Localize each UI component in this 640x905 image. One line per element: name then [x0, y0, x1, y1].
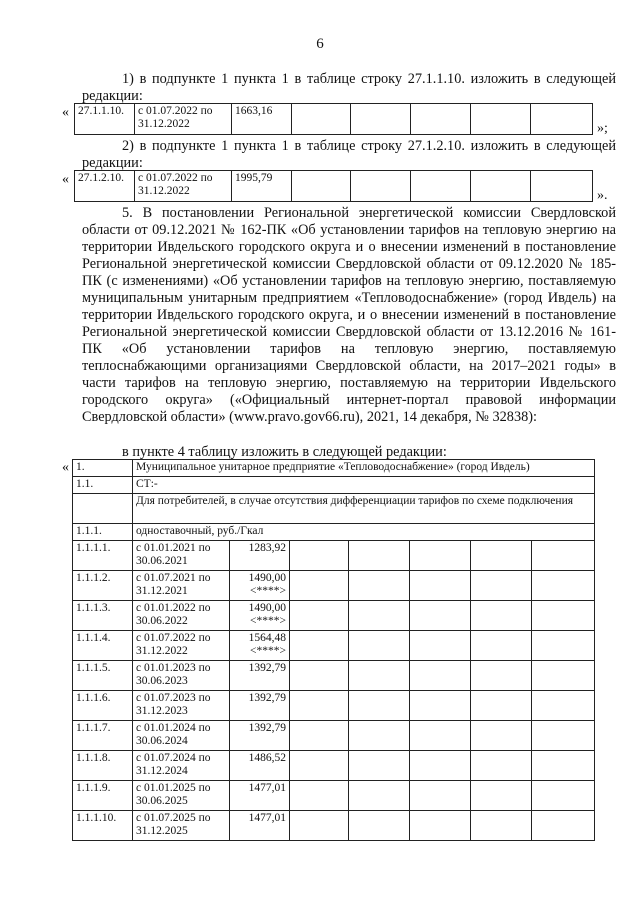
- row-number-text: 1.1.1.4.: [76, 632, 111, 644]
- row-value: [230, 541, 290, 571]
- empty-cell: [532, 601, 595, 631]
- row-period-text: с 01.07.2023 по 31.12.2023: [136, 692, 211, 717]
- row-number: [73, 571, 133, 601]
- empty-cell: [532, 541, 595, 571]
- empty-cell: [73, 494, 133, 524]
- empty-cell: [532, 721, 595, 751]
- empty-cell: [410, 721, 471, 751]
- empty-cell: [410, 661, 471, 691]
- empty-cell: [290, 601, 349, 631]
- table-row: [73, 494, 595, 524]
- row-value-text: 1392,79: [248, 722, 286, 734]
- item2-close-quote: ».: [597, 188, 608, 203]
- empty-cell: [410, 691, 471, 721]
- table-row: [73, 721, 595, 751]
- row-value-text: 1490,00: [248, 602, 286, 614]
- empty-cell: [349, 661, 410, 691]
- empty-cell: [471, 541, 532, 571]
- empty-cell: [471, 171, 531, 202]
- empty-cell: [290, 811, 349, 841]
- row-number: 27.1.2.10.: [75, 171, 135, 202]
- row-number-text: 1.1.1.6.: [76, 692, 111, 704]
- row-number-text: 1.1.1.3.: [76, 602, 111, 614]
- row-period: [133, 571, 230, 601]
- table-row: [73, 477, 595, 494]
- row-value: [230, 811, 290, 841]
- empty-cell: [290, 751, 349, 781]
- row-value: [230, 631, 290, 661]
- empty-cell: [410, 631, 471, 661]
- empty-cell: [290, 541, 349, 571]
- row-value: [230, 691, 290, 721]
- consumer-category: Для потребителей, в случае отсутствия дифференциации тарифов по схеме подключения: [133, 494, 595, 524]
- empty-cell: [410, 751, 471, 781]
- item2-open-quote: «: [62, 172, 69, 187]
- row-period: с 01.07.2022 по 31.12.2022: [135, 171, 232, 202]
- section5-subtext: в пункте 4 таблицу изложить в следующей редакции:: [122, 444, 447, 460]
- table-row: [75, 104, 593, 135]
- empty-cell: [471, 104, 531, 135]
- table-row: [73, 691, 595, 721]
- table-row: [73, 631, 595, 661]
- item2-table: [74, 170, 593, 202]
- empty-cell: [349, 601, 410, 631]
- empty-cell: [349, 631, 410, 661]
- row-period-text: с 01.07.2024 по 31.12.2024: [136, 752, 211, 777]
- row-period-text: с 01.01.2023 по 30.06.2023: [136, 662, 211, 687]
- row-number: [73, 751, 133, 781]
- empty-cell: [471, 781, 532, 811]
- empty-cell: [411, 104, 471, 135]
- section5-text: 5. В постановлении Региональной энергетической комиссии Свердловской области от 09.12.2021 № 162-ПК «Об установлении тарифов на тепловую энергию на территории Ивдельского городского округа и о внесении изменений в постановление Региональной энергетической комиссии Свердловской области от 09.12.2020 № 185-ПК (с изменениями) «Об установлении тарифов на тепловую энергию, поставляемую муниципальным унитарным предприятием «Тепловодоснабжение» (город Ивдель) на территории Ивдельского городского округа, и о внесении изменений в постановление Региональной энергетической комиссии Свердловской области от 13.12.2016 № 161-ПК «Об установлении тарифов на тепловую энергию, поставляемую теплоснабжающими организациями Свердловской области, на 2017–2021 годы» в части тарифов на тепловую энергию, поставляемую на территории Ивдельского городского округа» («Официальный интернет-портал правовой информации Свердловской области» (www.pravo.gov66.ru), 2021, 14 декабря, № 32838):: [82, 205, 616, 425]
- row-number-text: 1.1.1.5.: [76, 662, 111, 674]
- empty-cell: [532, 781, 595, 811]
- row-period: [133, 721, 230, 751]
- row-value: 1663,16: [232, 104, 292, 135]
- main-table: [72, 459, 595, 841]
- row-period: [133, 751, 230, 781]
- empty-cell: [290, 661, 349, 691]
- empty-cell: [471, 721, 532, 751]
- row-note: <****>: [250, 615, 286, 627]
- table-row: [73, 661, 595, 691]
- empty-cell: [410, 571, 471, 601]
- empty-cell: [410, 601, 471, 631]
- row-period: [133, 781, 230, 811]
- row-value-text: 1392,79: [248, 662, 286, 674]
- row-period-text: с 01.07.2022 по 31.12.2022: [136, 632, 211, 657]
- main-table-open-quote: «: [62, 460, 69, 475]
- table-row: [73, 751, 595, 781]
- row-period: [133, 691, 230, 721]
- row-period: [133, 661, 230, 691]
- row-number-text: 1.1.1.9.: [76, 782, 111, 794]
- row-number: [73, 661, 133, 691]
- empty-cell: [349, 751, 410, 781]
- empty-cell: [290, 781, 349, 811]
- table-row: [73, 601, 595, 631]
- row-value-text: 1477,01: [248, 812, 286, 824]
- empty-cell: [471, 571, 532, 601]
- row-period: [133, 811, 230, 841]
- row-value-text: 1392,79: [248, 692, 286, 704]
- empty-cell: [351, 104, 411, 135]
- empty-cell: [471, 811, 532, 841]
- empty-cell: [532, 571, 595, 601]
- row-value-text: 1486,52: [248, 752, 286, 764]
- item1-open-quote: «: [62, 105, 69, 120]
- row-number: [73, 811, 133, 841]
- row-number-text: 1.1.1.8.: [76, 752, 111, 764]
- row-number-text: 1.1.1.10.: [76, 812, 117, 824]
- empty-cell: [531, 171, 593, 202]
- row-value-text: 1283,92: [248, 542, 286, 554]
- row-number: [73, 721, 133, 751]
- empty-cell: [290, 571, 349, 601]
- row-value: [230, 781, 290, 811]
- empty-cell: [349, 541, 410, 571]
- empty-cell: [292, 171, 351, 202]
- row-number: [73, 601, 133, 631]
- row-period: [133, 541, 230, 571]
- row-value: [230, 661, 290, 691]
- table-row: [73, 524, 595, 541]
- row-value-text: 1477,01: [248, 782, 286, 794]
- row-period-text: с 01.01.2021 по 30.06.2021: [136, 542, 211, 567]
- row-note: <****>: [250, 645, 286, 657]
- tariff-type: одноставочный, руб./Гкал: [133, 524, 595, 541]
- empty-cell: [349, 811, 410, 841]
- empty-cell: [532, 631, 595, 661]
- table-row: [73, 541, 595, 571]
- empty-cell: [471, 661, 532, 691]
- table-row: [73, 571, 595, 601]
- empty-cell: [410, 811, 471, 841]
- table-row: [73, 460, 595, 477]
- row-value: [230, 751, 290, 781]
- empty-cell: [290, 631, 349, 661]
- row-period-text: с 01.01.2022 по 30.06.2022: [136, 602, 211, 627]
- table-row: [75, 171, 593, 202]
- row-period: [133, 601, 230, 631]
- item2-text: 2) в подпункте 1 пункта 1 в таблице строку 27.1.2.10. изложить в следующей редакции:: [82, 138, 616, 171]
- row-number: [73, 781, 133, 811]
- row-number: 1.1.: [73, 477, 133, 494]
- empty-cell: [471, 751, 532, 781]
- empty-cell: [411, 171, 471, 202]
- empty-cell: [410, 781, 471, 811]
- empty-cell: [531, 104, 593, 135]
- row-number: [73, 691, 133, 721]
- row-period-text: с 01.07.2025 по 31.12.2025: [136, 812, 211, 837]
- empty-cell: [290, 691, 349, 721]
- empty-cell: [292, 104, 351, 135]
- item1-table: [74, 103, 593, 135]
- row-number-text: 1.1.1.2.: [76, 572, 111, 584]
- empty-cell: [290, 721, 349, 751]
- row-number: 1.: [73, 460, 133, 477]
- row-value-text: 1564,48: [248, 632, 286, 644]
- row-period-text: с 01.01.2025 по 30.06.2025: [136, 782, 211, 807]
- empty-cell: [532, 811, 595, 841]
- empty-cell: [532, 691, 595, 721]
- row-period-text: с 01.07.2021 по 31.12.2021: [136, 572, 211, 597]
- row-value-text: 1490,00: [248, 572, 286, 584]
- empty-cell: [351, 171, 411, 202]
- system-label: СТ:-: [133, 477, 595, 494]
- empty-cell: [471, 631, 532, 661]
- empty-cell: [349, 721, 410, 751]
- row-number: 27.1.1.10.: [75, 104, 135, 135]
- table-row: [73, 811, 595, 841]
- row-period-text: с 01.01.2024 по 30.06.2024: [136, 722, 211, 747]
- table-row: [73, 781, 595, 811]
- item1-text: 1) в подпункте 1 пункта 1 в таблице строку 27.1.1.10. изложить в следующей редакции:: [82, 71, 616, 104]
- empty-cell: [471, 601, 532, 631]
- item1-close-quote: »;: [597, 121, 608, 136]
- empty-cell: [349, 571, 410, 601]
- row-value: [230, 601, 290, 631]
- row-number: [73, 541, 133, 571]
- empty-cell: [349, 781, 410, 811]
- row-note: <****>: [250, 585, 286, 597]
- row-period: [133, 631, 230, 661]
- row-number: 1.1.1.: [73, 524, 133, 541]
- empty-cell: [349, 691, 410, 721]
- empty-cell: [532, 661, 595, 691]
- row-number: [73, 631, 133, 661]
- row-period: с 01.07.2022 по 31.12.2022: [135, 104, 232, 135]
- empty-cell: [410, 541, 471, 571]
- row-value: [230, 571, 290, 601]
- rate-rows: [73, 541, 595, 841]
- row-number-text: 1.1.1.1.: [76, 542, 111, 554]
- row-value: [230, 721, 290, 751]
- empty-cell: [532, 751, 595, 781]
- page-number: 6: [316, 36, 324, 52]
- organization-name: Муниципальное унитарное предприятие «Тепловодоснабжение» (город Ивдель): [133, 460, 595, 477]
- row-number-text: 1.1.1.7.: [76, 722, 111, 734]
- row-value: 1995,79: [232, 171, 292, 202]
- empty-cell: [471, 691, 532, 721]
